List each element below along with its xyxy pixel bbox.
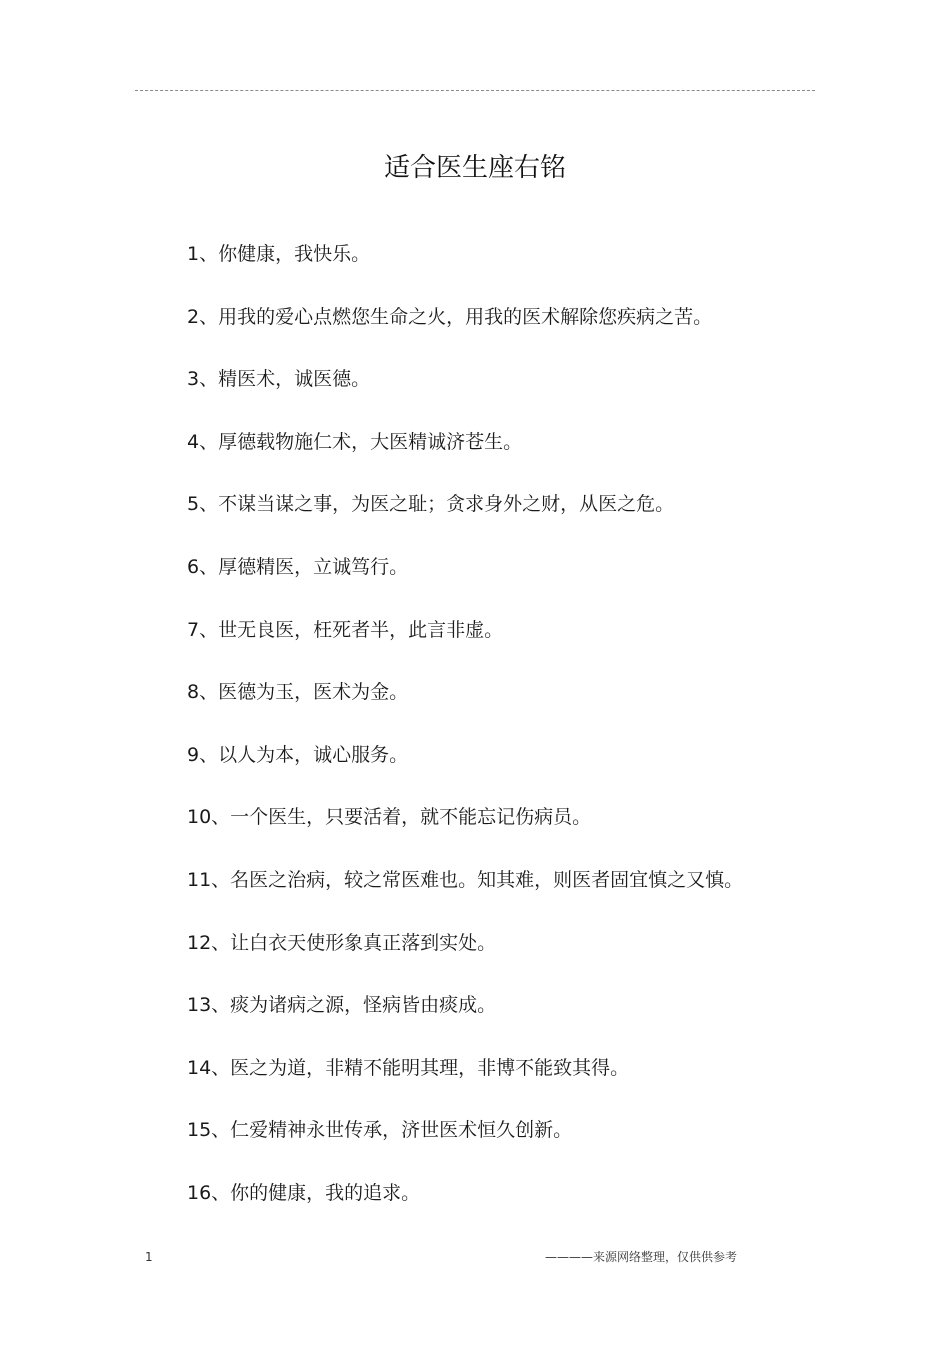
page-number: 1 bbox=[145, 1250, 153, 1264]
motto-list bbox=[187, 239, 867, 1241]
list-item: 8、医德为玉，医术为金。 bbox=[187, 681, 409, 704]
list-item: 4、厚德载物施仁术，大医精诚济苍生。 bbox=[187, 430, 523, 453]
list-item: 11、名医之治病，较之常医难也。知其难，则医者固宜慎之又慎。 bbox=[187, 868, 744, 891]
list-item: 3、精医术，诚医德。 bbox=[187, 368, 371, 391]
list-item: 7、世无良医，枉死者半，此言非虚。 bbox=[187, 618, 504, 641]
footer-note: ————来源网络整理，仅供供参考 bbox=[545, 1250, 738, 1264]
list-item: 6、厚德精医，立诚笃行。 bbox=[187, 555, 409, 578]
list-item: 14、医之为道，非精不能明其理，非博不能致其得。 bbox=[187, 1056, 630, 1079]
list-item: 13、痰为诸病之源，怪病皆由痰成。 bbox=[187, 994, 497, 1017]
list-item: 2、用我的爱心点燃您生命之火，用我的医术解除您疾病之苦。 bbox=[187, 305, 713, 328]
header-divider bbox=[135, 90, 815, 91]
list-item: 1、你健康，我快乐。 bbox=[187, 243, 371, 265]
list-item: 10、一个医生，只要活着，就不能忘记伤病员。 bbox=[187, 806, 592, 829]
list-item: 9、以人为本，诚心服务。 bbox=[187, 743, 409, 766]
list-item: 5、不谋当谋之事，为医之耻；贪求身外之财，从医之危。 bbox=[187, 493, 675, 516]
page-title: 适合医生座右铭 bbox=[383, 153, 566, 183]
list-item: 12、让白衣天使形象真正落到实处。 bbox=[187, 931, 497, 954]
list-item: 15、仁爱精神永世传承，济世医术恒久创新。 bbox=[187, 1119, 573, 1142]
list-item: 16、你的健康，我的追求。 bbox=[187, 1181, 421, 1204]
